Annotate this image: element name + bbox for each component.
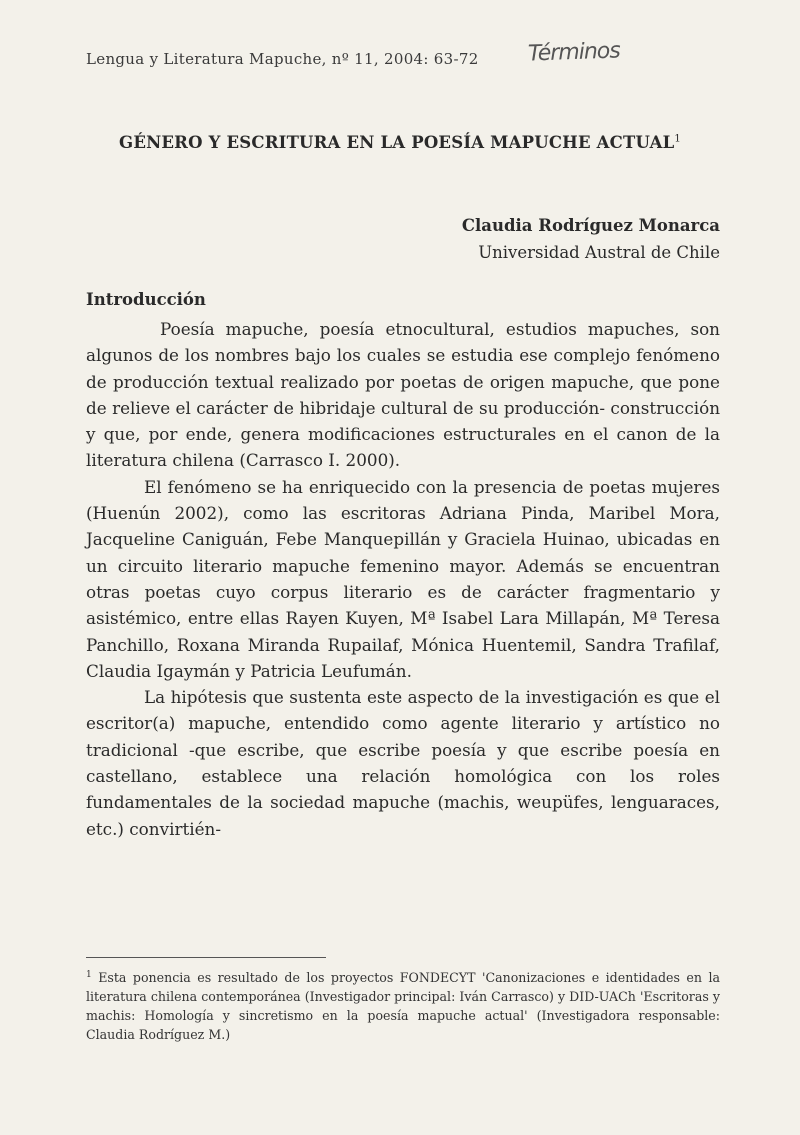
footnote-mark: 1 xyxy=(86,970,92,980)
footnote-divider xyxy=(86,957,326,958)
title-footnote-mark: 1 xyxy=(674,133,681,145)
handwritten-annotation: Términos xyxy=(527,38,621,67)
author-affiliation: Universidad Austral de Chile xyxy=(478,243,720,262)
footnote xyxy=(86,966,720,1044)
article-title xyxy=(0,133,800,152)
paragraph-2: El fenómeno se ha enriquecido con la presencia de poetas mujeres (Huenún 2002), como las escritoras Adriana Pinda, Maribel Mora, Jacqueline Caniguán, Febe Manquepillán y Graciela Huinao, ubicadas en un circuito literario mapuche femenino mayor. Además se encuentran otras poetas cuyo corpus literario es de carácter fragmentario y asistémico, entre ellas Rayen Kuyen, Mª Isabel Lara Millapán, Mª Teresa Panchillo, Roxana Miranda Rupailaf, Mónica Huentemil, Sandra Trafilaf, Claudia Igaymán y Patricia Leufumán. xyxy=(86,476,720,681)
paragraph-3: La hipótesis que sustenta este aspecto de la investigación es que el escritor(a) mapuche, entendido como agente literario y artístico no tradicional -que escribe, que escribe poesía y que escribe poesía en castellano, establece una relación homológica con los roles fundamentales de la sociedad mapuche (machis, weupüfes, lenguaraces, etc.) convirtién- xyxy=(86,687,720,839)
author-name: Claudia Rodríguez Monarca xyxy=(461,216,720,235)
article-body xyxy=(86,316,720,842)
section-heading: Introducción xyxy=(86,290,206,309)
footnote-text: Esta ponencia es resultado de los proyectos FONDECYT 'Canonizaciones e identidades en la literatura chilena contemporánea (Investigador principal: Iván Carrasco) y DID-UACh 'Escritoras y machis: Homología y sincretismo en la poesía mapuche actual' (Investigadora responsable: Claudia Rodríguez M.) xyxy=(86,970,720,1043)
paragraph-1: Poesía mapuche, poesía etnocultural, estudios mapuches, son algunos de los nombres bajo los cuales se estudia ese complejo fenómeno de producción textual realizado por poetas de origen mapuche, que pone de relieve el carácter de hibridaje cultural de su producción- construcción y que, por ende, genera modificaciones estructurales en el canon de la literatura chilena (Carrasco I. 2000). xyxy=(86,319,720,471)
running-head: Lengua y Literatura Mapuche, nº 11, 2004: 63-72 xyxy=(86,50,479,68)
article-title-text: GÉNERO Y ESCRITURA EN LA POESÍA MAPUCHE ACTUAL xyxy=(119,133,675,152)
